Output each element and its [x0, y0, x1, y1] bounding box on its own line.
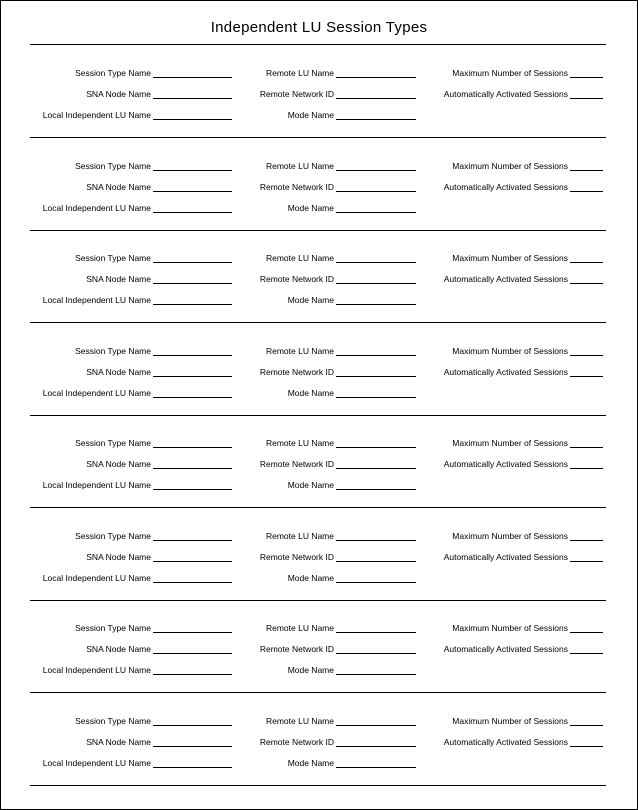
remote-network-id-label: Remote Network ID — [259, 89, 334, 99]
auto-activated-sessions-label: Automatically Activated Sessions — [443, 644, 568, 654]
session-type-name-field[interactable] — [153, 540, 232, 541]
remote-network-id-label: Remote Network ID — [259, 551, 334, 562]
max-sessions-label: Maximum Number of Sessions — [452, 530, 568, 541]
remote-lu-name-field[interactable] — [336, 262, 416, 263]
mode-name-label: Mode Name — [287, 480, 334, 490]
session-type-block — [0, 0, 638, 120]
max-sessions-field[interactable] — [570, 725, 603, 726]
form-row-3 — [0, 757, 638, 771]
local-independent-lu-name-label: Local Independent LU Name — [42, 665, 151, 675]
remote-lu-name-label: Remote LU Name — [265, 715, 334, 726]
auto-activated-sessions-label: Automatically Activated Sessions — [443, 181, 568, 192]
session-type-name-label: Session Type Name — [75, 68, 151, 78]
session-type-block — [0, 648, 638, 768]
auto-activated-sessions-label: Automatically Activated Sessions — [443, 551, 568, 562]
form-row-2 — [0, 736, 638, 750]
local-independent-lu-name-label: Local Independent LU Name — [42, 110, 151, 120]
remote-lu-name-field[interactable] — [336, 447, 416, 448]
form-row-1 — [0, 622, 638, 636]
local-independent-lu-name-label: Local Independent LU Name — [42, 202, 151, 213]
remote-network-id-label: Remote Network ID — [259, 181, 334, 192]
max-sessions-label: Maximum Number of Sessions — [452, 623, 568, 633]
session-type-block — [0, 278, 638, 398]
max-sessions-field[interactable] — [570, 170, 603, 171]
session-type-name-label: Session Type Name — [75, 160, 151, 171]
session-type-block — [0, 370, 638, 490]
session-type-block — [0, 463, 638, 583]
max-sessions-field[interactable] — [570, 355, 603, 356]
local-independent-lu-name-label: Local Independent LU Name — [42, 757, 151, 768]
remote-network-id-label: Remote Network ID — [259, 736, 334, 747]
mode-name-label: Mode Name — [287, 572, 334, 583]
max-sessions-label: Maximum Number of Sessions — [452, 438, 568, 448]
remote-network-id-label: Remote Network ID — [259, 644, 334, 654]
form-row-1 — [0, 160, 638, 174]
local-independent-lu-name-field[interactable] — [153, 767, 232, 768]
sna-node-name-label: SNA Node Name — [86, 459, 151, 469]
sna-node-name-label: SNA Node Name — [86, 274, 151, 284]
form-row-1 — [0, 530, 638, 544]
mode-name-label: Mode Name — [287, 295, 334, 305]
mode-name-label: Mode Name — [287, 202, 334, 213]
session-type-block — [0, 93, 638, 213]
auto-activated-sessions-label: Automatically Activated Sessions — [443, 736, 568, 747]
form-row-1 — [0, 345, 638, 359]
session-type-name-label: Session Type Name — [75, 715, 151, 726]
remote-lu-name-field[interactable] — [336, 632, 416, 633]
sna-node-name-field[interactable] — [153, 746, 232, 747]
session-type-name-field[interactable] — [153, 632, 232, 633]
remote-lu-name-label: Remote LU Name — [265, 68, 334, 78]
max-sessions-label: Maximum Number of Sessions — [452, 253, 568, 263]
sna-node-name-label: SNA Node Name — [86, 551, 151, 562]
auto-activated-sessions-label: Automatically Activated Sessions — [443, 459, 568, 469]
session-type-name-field[interactable] — [153, 355, 232, 356]
session-type-block — [0, 555, 638, 675]
remote-network-id-label: Remote Network ID — [259, 459, 334, 469]
remote-lu-name-field[interactable] — [336, 540, 416, 541]
max-sessions-label: Maximum Number of Sessions — [452, 345, 568, 356]
max-sessions-field[interactable] — [570, 77, 603, 78]
page-title: Independent LU Session Types — [210, 19, 428, 36]
remote-lu-name-label: Remote LU Name — [265, 160, 334, 171]
max-sessions-label: Maximum Number of Sessions — [452, 715, 568, 726]
auto-activated-sessions-label: Automatically Activated Sessions — [443, 366, 568, 377]
session-type-name-label: Session Type Name — [75, 253, 151, 263]
form-row-1 — [0, 715, 638, 729]
sna-node-name-label: SNA Node Name — [86, 644, 151, 654]
mode-name-label: Mode Name — [287, 387, 334, 398]
sna-node-name-label: SNA Node Name — [86, 89, 151, 99]
max-sessions-field[interactable] — [570, 632, 603, 633]
remote-lu-name-label: Remote LU Name — [265, 345, 334, 356]
remote-lu-name-label: Remote LU Name — [265, 623, 334, 633]
session-type-name-field[interactable] — [153, 447, 232, 448]
session-type-name-field[interactable] — [153, 262, 232, 263]
auto-activated-sessions-label: Automatically Activated Sessions — [443, 89, 568, 99]
local-independent-lu-name-label: Local Independent LU Name — [42, 480, 151, 490]
max-sessions-field[interactable] — [570, 262, 603, 263]
remote-lu-name-label: Remote LU Name — [265, 438, 334, 448]
session-type-block — [0, 185, 638, 305]
remote-lu-name-label: Remote LU Name — [265, 253, 334, 263]
remote-lu-name-field[interactable] — [336, 355, 416, 356]
remote-network-id-label: Remote Network ID — [259, 274, 334, 284]
remote-network-id-field[interactable] — [336, 746, 416, 747]
sna-node-name-label: SNA Node Name — [86, 366, 151, 377]
max-sessions-field[interactable] — [570, 540, 603, 541]
local-independent-lu-name-label: Local Independent LU Name — [42, 387, 151, 398]
form-row-1 — [0, 67, 638, 81]
mode-name-label: Mode Name — [287, 110, 334, 120]
remote-lu-name-label: Remote LU Name — [265, 530, 334, 541]
form-row-1 — [0, 252, 638, 266]
remote-lu-name-field[interactable] — [336, 725, 416, 726]
auto-activated-sessions-label: Automatically Activated Sessions — [443, 274, 568, 284]
max-sessions-label: Maximum Number of Sessions — [452, 68, 568, 78]
remote-lu-name-field[interactable] — [336, 170, 416, 171]
session-type-name-label: Session Type Name — [75, 530, 151, 541]
local-independent-lu-name-label: Local Independent LU Name — [42, 572, 151, 583]
sna-node-name-label: SNA Node Name — [86, 736, 151, 747]
remote-lu-name-field[interactable] — [336, 77, 416, 78]
remote-network-id-label: Remote Network ID — [259, 366, 334, 377]
session-type-name-label: Session Type Name — [75, 438, 151, 448]
max-sessions-label: Maximum Number of Sessions — [452, 160, 568, 171]
mode-name-label: Mode Name — [287, 757, 334, 768]
form-row-1 — [0, 437, 638, 451]
session-type-name-label: Session Type Name — [75, 623, 151, 633]
sna-node-name-label: SNA Node Name — [86, 181, 151, 192]
session-type-name-field[interactable] — [153, 77, 232, 78]
auto-activated-sessions-field[interactable] — [570, 746, 603, 747]
local-independent-lu-name-label: Local Independent LU Name — [42, 295, 151, 305]
mode-name-field[interactable] — [336, 767, 416, 768]
session-type-name-field[interactable] — [153, 725, 232, 726]
session-type-name-field[interactable] — [153, 170, 232, 171]
block-separator-rule — [30, 785, 606, 786]
max-sessions-field[interactable] — [570, 447, 603, 448]
session-type-name-label: Session Type Name — [75, 345, 151, 356]
mode-name-label: Mode Name — [287, 665, 334, 675]
